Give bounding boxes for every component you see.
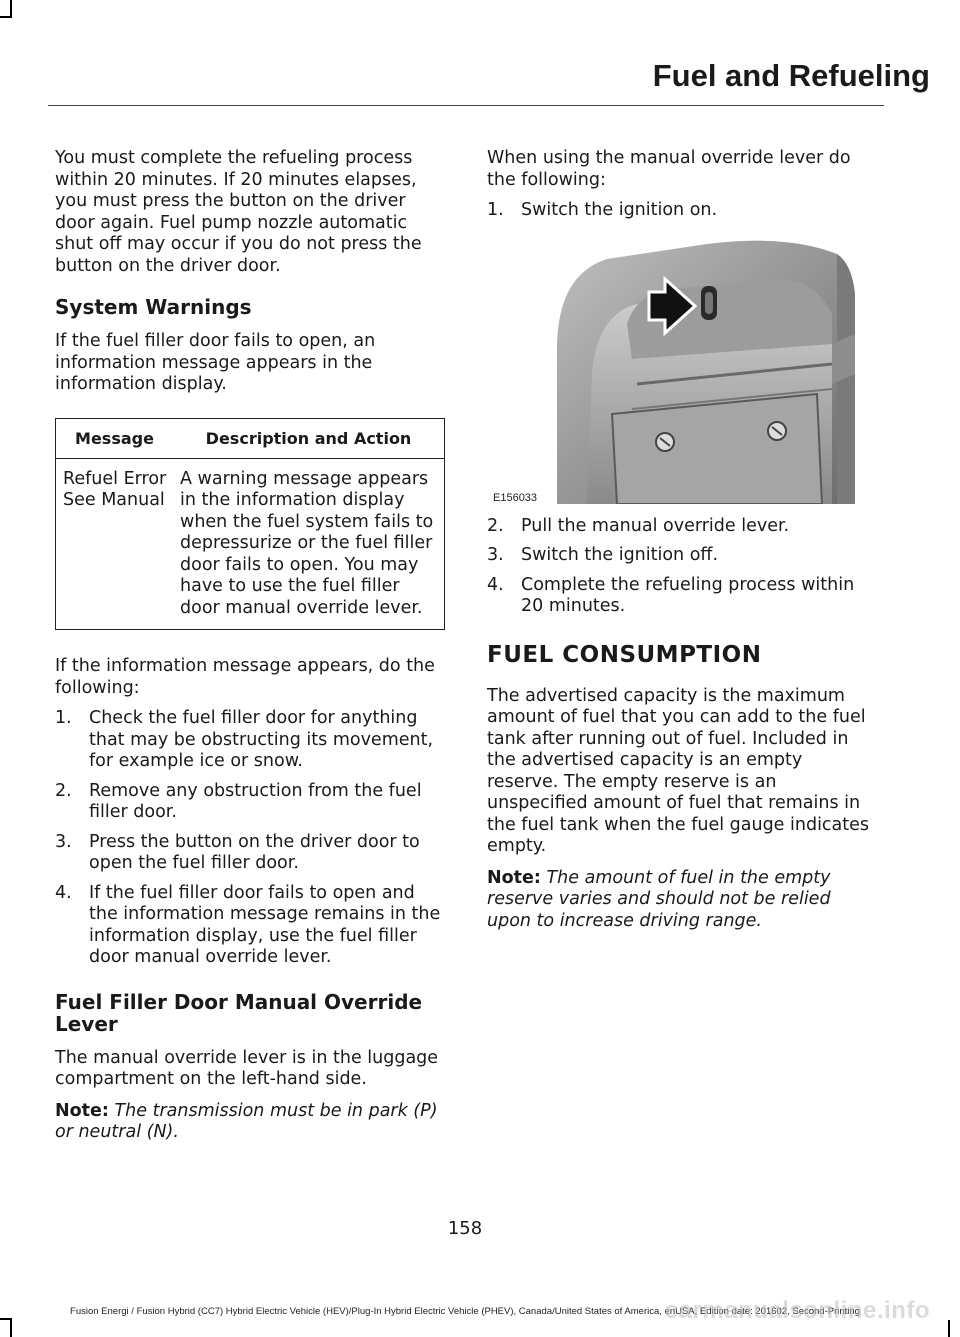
list-item-text: Check the fuel filler door for anything that may be obstructing its movement, for example ice or snow. bbox=[89, 708, 434, 771]
message-table bbox=[55, 418, 445, 631]
note-label: Note: bbox=[55, 1100, 109, 1121]
list-item bbox=[487, 516, 879, 538]
header-divider bbox=[48, 105, 884, 106]
list-item-number: 1. bbox=[55, 708, 72, 728]
system-warnings-heading: System Warnings bbox=[55, 295, 252, 319]
fuel-consumption-heading: FUEL CONSUMPTION bbox=[487, 641, 762, 668]
override-intro-text: When using the manual override lever do the following: bbox=[487, 148, 851, 190]
system-warnings-text: If the fuel filler door fails to open, an information message appears in the information display. bbox=[55, 331, 376, 394]
intro-paragraph: You must complete the refueling process within 20 minutes. If 20 minutes elapses, you must press the button on the driver door again. Fuel pump nozzle automatic shut off may occur if you do not press the button on the driver door. bbox=[55, 148, 422, 276]
table-cell-description: A warning message appears in the information display when the fuel system fails to depressurize or the fuel filler door fails to open. You may have to use the fuel filler door manual override lever. bbox=[180, 468, 434, 618]
right-column bbox=[487, 148, 879, 932]
list-item-number: 1. bbox=[487, 200, 504, 220]
override-lever-illustration bbox=[487, 234, 877, 504]
page-number: 158 bbox=[447, 1218, 483, 1239]
list-item-number: 3. bbox=[55, 831, 72, 852]
list-item bbox=[55, 832, 447, 875]
table-header-description: Description and Action bbox=[173, 418, 445, 458]
list-item-text: Pull the manual override lever. bbox=[521, 515, 790, 536]
footer-edition-text: Fusion Energi / Fusion Hybrid (CC7) Hybrid Electric Vehicle (HEV)/Plug-In Hybrid Electric Vehicle (PHEV), Canada/United States of America, enUSA, Edition date: 201602, Second-Printing bbox=[70, 1306, 860, 1317]
list-item-number: 4. bbox=[55, 882, 72, 903]
fuel-consumption-text: The advertised capacity is the maximum amount of fuel that you can add to the fuel tank after running out of fuel. Included in the advertised capacity is an empty reserve. The empty reserve is an unspecified amount of fuel that remains in the fuel tank when the fuel gauge indicates empty. bbox=[487, 685, 870, 856]
note-text: The transmission must be in park (P) or neutral (N). bbox=[55, 1100, 438, 1142]
crop-mark bbox=[10, 1318, 12, 1337]
list-item-number: 2. bbox=[55, 780, 72, 801]
page-header-title: Fuel and Refueling bbox=[652, 58, 930, 93]
table-row bbox=[56, 458, 445, 630]
crop-mark bbox=[948, 1320, 950, 1337]
list-item bbox=[487, 545, 879, 567]
note-paragraph bbox=[487, 868, 879, 933]
list-item-text: Complete the refueling process within 20 minutes. bbox=[521, 574, 855, 616]
table-header-row bbox=[56, 418, 445, 458]
crop-mark bbox=[0, 16, 12, 18]
override-steps-list-continued bbox=[487, 516, 879, 618]
list-item bbox=[55, 781, 447, 824]
list-item-text: Switch the ignition on. bbox=[521, 200, 718, 220]
obstruction-steps-list bbox=[55, 708, 447, 969]
list-item-text: Press the button on the driver door to open the fuel filler door. bbox=[89, 831, 420, 873]
note-paragraph bbox=[55, 1101, 447, 1144]
list-item-text: If the fuel filler door fails to open and the information message remains in the information display, use the fuel filler door manual override lever. bbox=[89, 882, 441, 967]
list-item-number: 3. bbox=[487, 545, 504, 565]
list-item bbox=[55, 883, 447, 969]
watermark: carmanualsonline.info bbox=[664, 1297, 930, 1324]
list-item-number: 2. bbox=[487, 515, 504, 536]
list-item bbox=[487, 200, 879, 222]
override-lever-text: The manual override lever is in the luggage compartment on the left-hand side. bbox=[55, 1047, 439, 1089]
override-lever-heading: Fuel Filler Door Manual Override Lever bbox=[55, 989, 423, 1036]
luggage-compartment-diagram bbox=[487, 234, 877, 504]
note-label: Note: bbox=[487, 867, 541, 888]
figure-id: E156033 bbox=[493, 491, 538, 504]
crop-mark bbox=[0, 1318, 12, 1320]
list-item bbox=[487, 575, 879, 618]
table-header-message: Message bbox=[56, 418, 174, 458]
list-item bbox=[55, 708, 447, 773]
list-item-number: 4. bbox=[487, 574, 504, 595]
list-item-text: Switch the ignition off. bbox=[521, 545, 719, 565]
left-column bbox=[55, 148, 447, 1144]
note-text: The amount of fuel in the empty reserve varies and should not be relied upon to increase driving range. bbox=[487, 867, 831, 931]
table-cell-message: Refuel Error See Manual bbox=[63, 468, 167, 510]
override-steps-list-start bbox=[487, 200, 879, 222]
list-item-text: Remove any obstruction from the fuel filler door. bbox=[89, 780, 422, 822]
if-message-text: If the information message appears, do the following: bbox=[55, 656, 435, 698]
